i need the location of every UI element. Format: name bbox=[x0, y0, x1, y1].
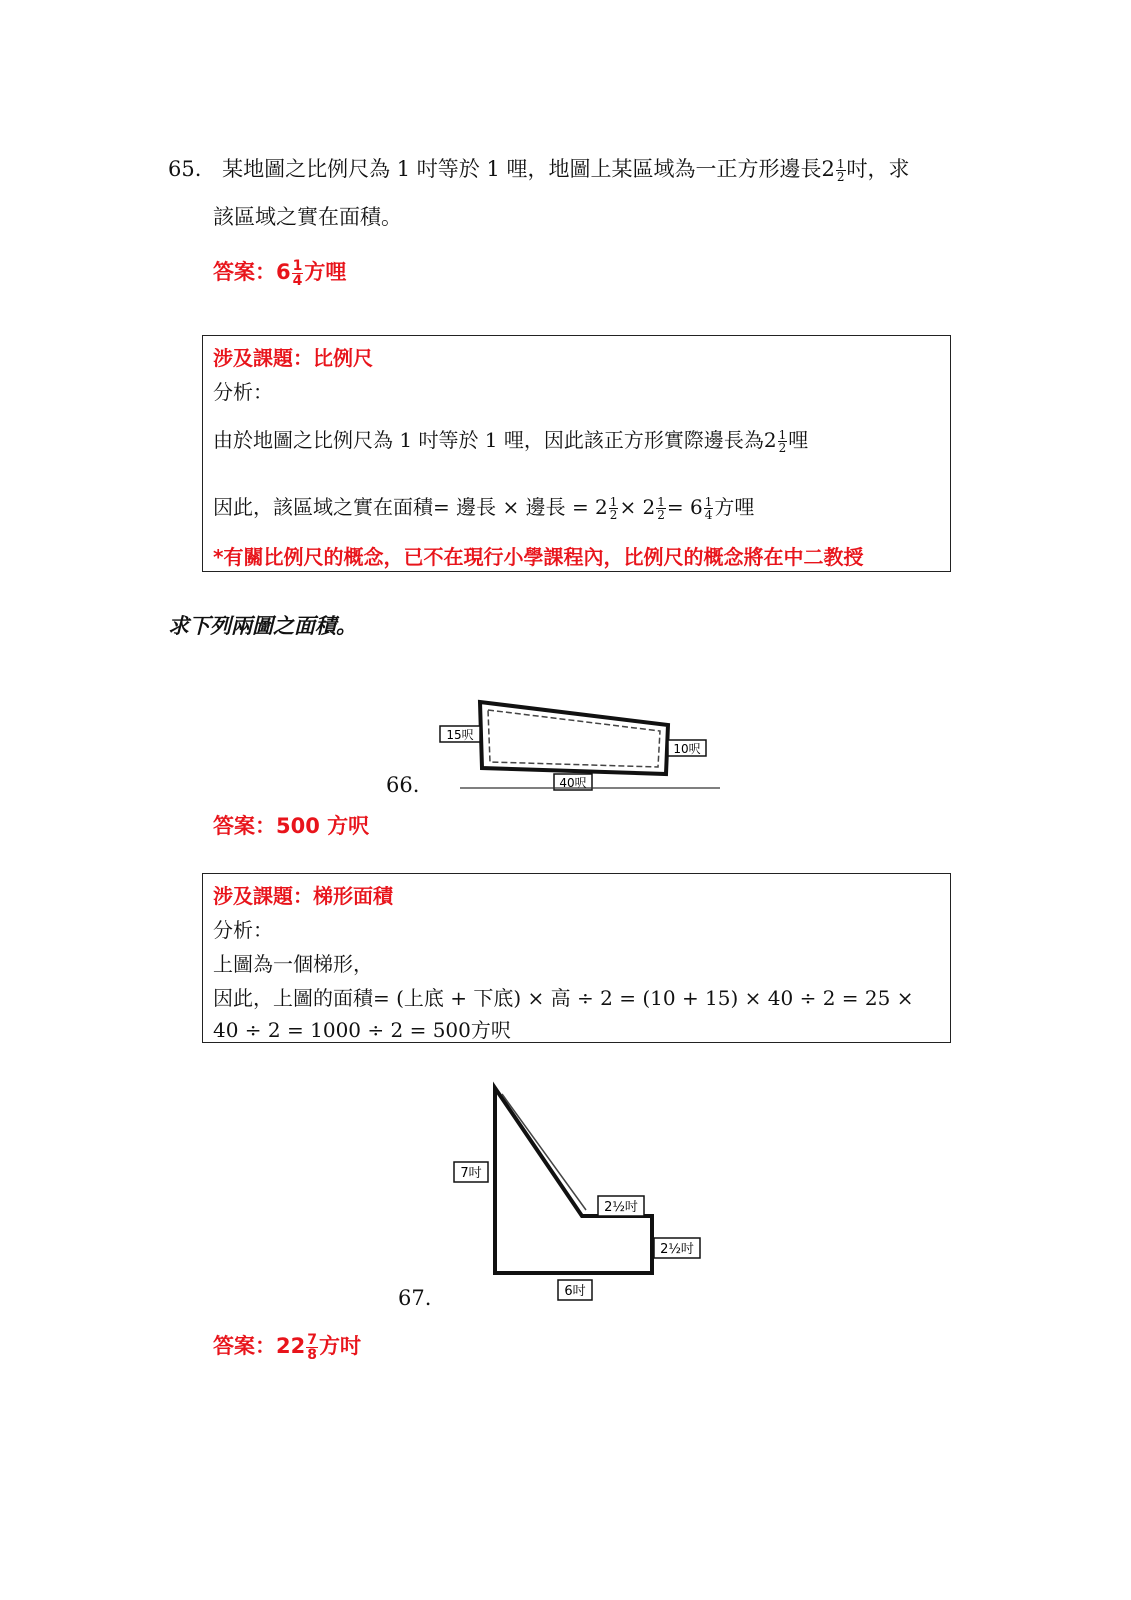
curriculum-note: *有關比例尺的概念，已不在現行小學課程內，比例尺的概念將在中二教授 bbox=[213, 545, 864, 569]
label-right: 10呎 bbox=[673, 742, 701, 756]
question-number: 65. bbox=[168, 157, 202, 181]
question-text: 某地圖之比例尺為 1 吋等於 1 哩，地圖上某區域為一正方形邊長2 bbox=[222, 157, 835, 181]
question-65-line-2: 該區域之實在面積。 bbox=[213, 205, 402, 229]
slant-inner-line bbox=[502, 1094, 586, 1210]
trapezoid-inner-outline bbox=[488, 710, 660, 767]
fraction-half: $\frac{1}{2}$ bbox=[836, 157, 845, 184]
fraction-quarter: $\frac{1}{4}$ bbox=[704, 495, 713, 522]
analysis-line-3: 40 ÷ 2 = 1000 ÷ 2 = 500方呎 bbox=[213, 1018, 511, 1042]
analysis-box-scale bbox=[202, 335, 951, 572]
section-heading: 求下列兩圖之面積。 bbox=[168, 613, 357, 638]
question-number-67: 67. bbox=[398, 1286, 432, 1310]
label-left: 7吋 bbox=[460, 1166, 482, 1181]
composite-figure bbox=[440, 1080, 720, 1305]
fraction-seven-eighths: $\frac{7}{8}$ bbox=[307, 1331, 317, 1363]
fraction-half: $\frac{1}{2}$ bbox=[657, 495, 665, 522]
fraction-half: $\frac{1}{2}$ bbox=[778, 428, 787, 455]
question-65-line-1 bbox=[168, 158, 910, 183]
answer-66: 答案：500 方呎 bbox=[213, 814, 370, 838]
label-bottom: 6吋 bbox=[564, 1284, 586, 1299]
fraction-half: $\frac{1}{2}$ bbox=[609, 495, 618, 522]
answer-65: 答案：6 $\frac{1}{4}$ 方哩 bbox=[213, 257, 347, 289]
analysis-line-2: 因此，上圖的面積= (上底 + 下底) × 高 ÷ 2 = (10 + 15) × 40 ÷ 2 = 25 × bbox=[213, 986, 914, 1010]
question-number-66: 66. bbox=[386, 773, 420, 797]
answer-67: 答案：22 $\frac{7}{8}$ 方吋 bbox=[213, 1331, 361, 1363]
trapezoid-figure bbox=[430, 688, 730, 794]
label-slant: 2½吋 bbox=[604, 1200, 638, 1215]
topic-title: 涉及課題：比例尺 bbox=[213, 346, 373, 370]
label-left: 15呎 bbox=[446, 728, 474, 742]
topic-title: 涉及課題：梯形面積 bbox=[213, 884, 393, 908]
analysis-line-1: 由於地圖之比例尺為 1 吋等於 1 哩，因此該正方形實際邊長為2 $\frac{1}{2}$ 哩 bbox=[213, 428, 809, 455]
analysis-label: 分析： bbox=[213, 918, 273, 942]
label-bottom: 40呎 bbox=[559, 776, 587, 790]
analysis-line-1: 上圖為一個梯形， bbox=[213, 952, 373, 976]
analysis-box-trapezoid bbox=[202, 873, 951, 1043]
analysis-label: 分析： bbox=[213, 380, 273, 404]
label-right: 2½吋 bbox=[660, 1242, 694, 1257]
analysis-line-2: 因此，該區域之實在面積= 邊長 × 邊長 = 2 $\frac{1}{2}$ × 2 $\frac{1}{2}$ = 6 $\frac{1}{4}$ 方哩 bbox=[213, 495, 755, 522]
question-text: 吋，求 bbox=[846, 157, 910, 181]
fraction-quarter: $\frac{1}{4}$ bbox=[292, 257, 303, 289]
